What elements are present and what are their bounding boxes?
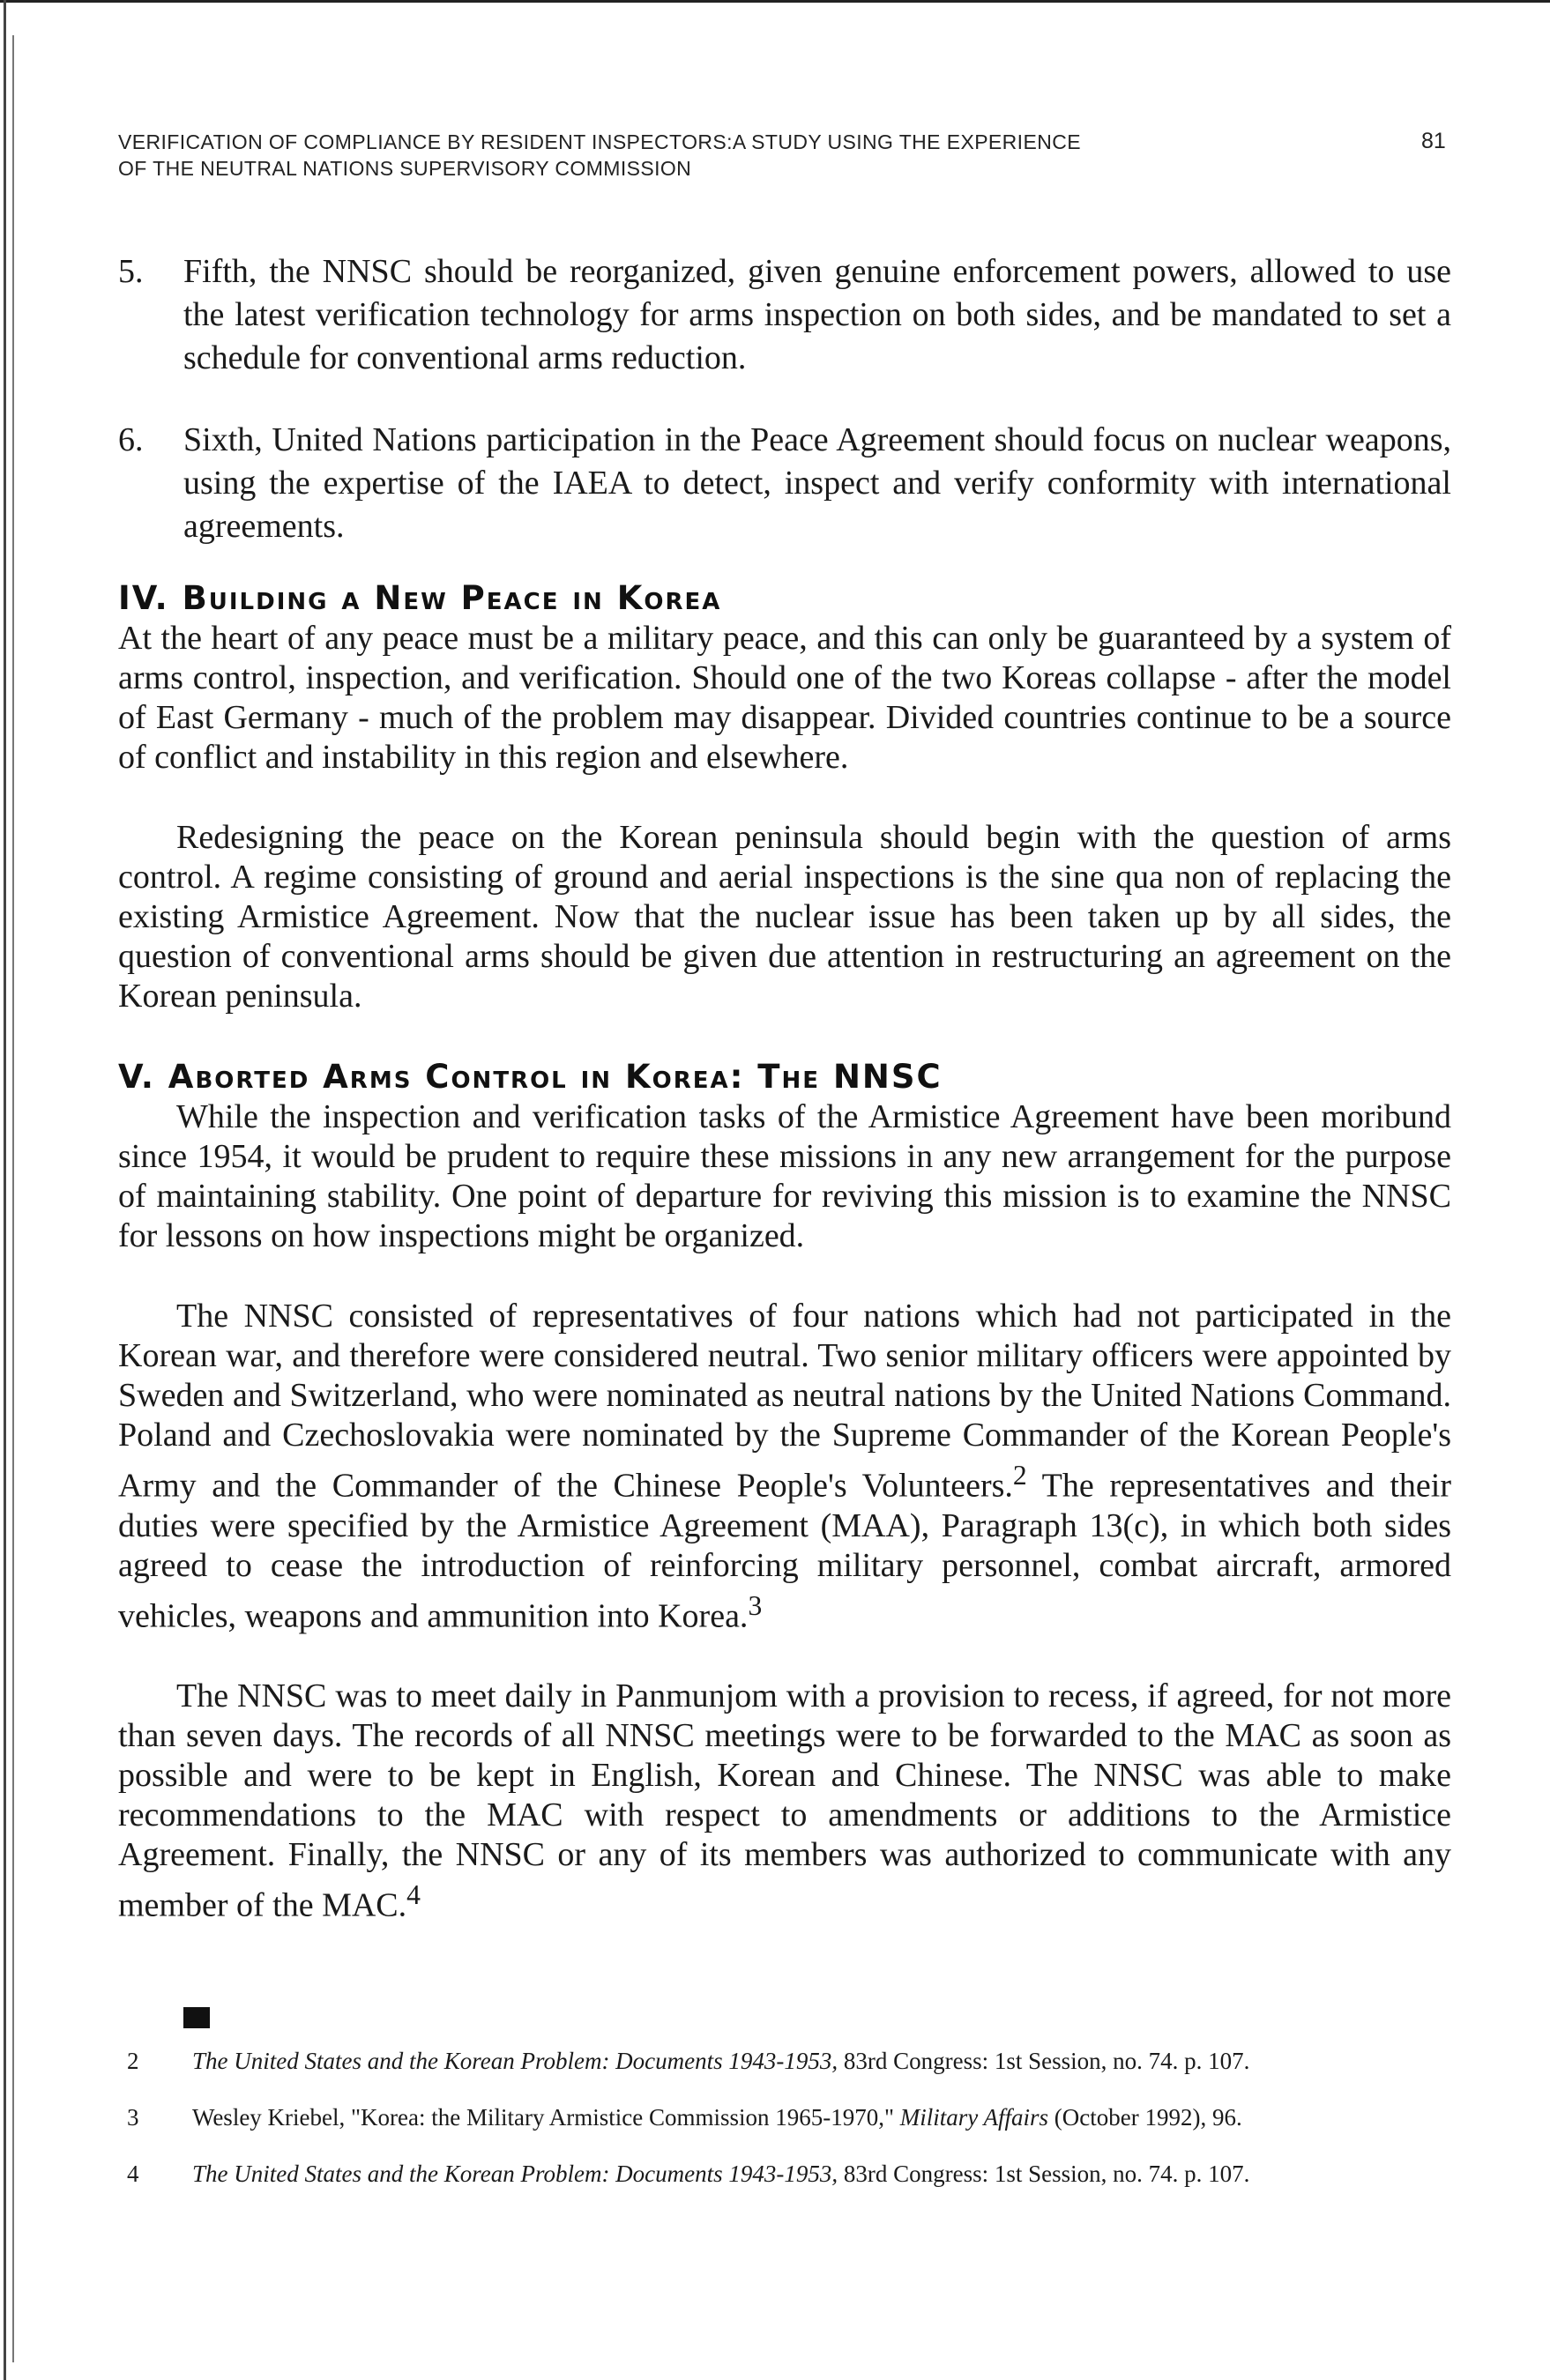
footnote-text (192, 2100, 1451, 2135)
section-heading-v: V. Aborted Arms Control in Korea: The NNSC (118, 1058, 943, 1096)
footnote-rest: (October 1992), 96. (1048, 2104, 1242, 2131)
footnote-rest: 83rd Congress: 1st Session, no. 74. p. 107. (838, 2161, 1250, 2187)
page-number: 81 (1421, 129, 1446, 153)
section-v (118, 1057, 1451, 1926)
footnote-separator (183, 2007, 210, 2028)
paragraph-text: The NNSC consisted of representatives of four nations which had not participated in the Korean war, and therefore were considered neutral. Two senior military officers were appointed by Sweden and Switzerland, who were nominated as neutral nations by the United Nations Command. Poland and Czechoslovakia were nominated by the Supreme Commander of the Korean People's Army and the Commander of the Chinese People's Volunteers. (118, 1298, 1451, 1505)
footnote-title: Military Affairs (899, 2104, 1049, 2131)
section-v-paragraph-2 (118, 1297, 1451, 1636)
footnote-number: 3 (127, 2104, 139, 2131)
footnote-ref-3: 3 (748, 1589, 763, 1621)
section-iv-paragraph-1: At the heart of any peace must be a military peace, and this can only be guaranteed by a system of arms control, inspection, and verification. Should one of the two Koreas collapse - after the model of East Germany - much of the problem may disappear. Divided countries continue to be a source of conflict and instability in this region and elsewhere. (118, 620, 1451, 776)
footnote-ref-4: 4 (406, 1879, 421, 1911)
footnote-text (192, 2156, 1451, 2191)
footnote-text (192, 2043, 1451, 2079)
point-text: Fifth, the NNSC should be reorganized, given genuine enforcement powers, allowed to use the latest verification technology for arms inspection on both sides, and be mandated to set a schedule for conventional arms reduction. (183, 253, 1451, 376)
footnote-ref-2: 2 (1012, 1460, 1027, 1491)
running-head (118, 129, 1159, 182)
footnote-3 (118, 2100, 1451, 2135)
numbered-point-5 (118, 250, 1451, 380)
running-head-line-1: VERIFICATION OF COMPLIANCE BY RESIDENT INSPECTORS:A STUDY USING THE EXPERIENCE (118, 130, 1081, 153)
footnote-4 (118, 2156, 1451, 2191)
footnote-pre: Wesley Kriebel, "Korea: the Military Armistice Commission 1965-1970," (192, 2104, 900, 2131)
footnote-number: 4 (127, 2161, 139, 2187)
section-iv (118, 578, 1451, 1016)
point-number: 6. (118, 421, 144, 458)
section-v-paragraph-1: While the inspection and verification tasks of the Armistice Agreement have been moribund since 1954, it would be prudent to require these missions in any new arrangement for the purpose of maintaining stability. One point of departure for reviving this mission is to examine the NNSC for lessons on how inspections might be organized. (118, 1098, 1451, 1254)
top-border-rule (0, 0, 1550, 3)
footnotes (118, 2043, 1451, 2213)
running-head-line-2: OF THE NEUTRAL NATIONS SUPERVISORY COMMISSION (118, 157, 692, 180)
left-scan-edge (4, 0, 6, 2380)
paragraph-text: The representatives and their duties were specified by the Armistice Agreement (MAA), Paragraph 13(c), in which both sides agreed to cease the introduction of reinforcing military personnel, combat aircraft, armored vehicles, weapons and ammunition into Korea. (118, 1467, 1451, 1635)
page-body (118, 250, 1451, 1926)
numbered-point-6 (118, 419, 1451, 548)
footnote-title: The United States and the Korean Problem: Documents 1943-1953, (192, 2048, 838, 2074)
point-text: Sixth, United Nations participation in the Peace Agreement should focus on nuclear weapons, using the expertise of the IAEA to detect, inspect and verify conformity with international agreements. (183, 421, 1451, 545)
footnote-title: The United States and the Korean Problem: Documents 1943-1953, (192, 2161, 838, 2187)
footnote-number: 2 (127, 2048, 139, 2074)
point-number: 5. (118, 253, 144, 290)
section-iv-paragraph-2: Redesigning the peace on the Korean peninsula should begin with the question of arms control. A regime consisting of ground and aerial inspections is the sine qua non of replacing the existing Armistice Agreement. Now that the nuclear issue has been taken up by all sides, the question of conventional arms should be given due attention in restructuring an agreement on the Korean peninsula. (118, 819, 1451, 1015)
footnote-2 (118, 2043, 1451, 2079)
section-v-paragraph-3 (118, 1677, 1451, 1926)
paragraph-text: The NNSC was to meet daily in Panmunjom with a provision to recess, if agreed, for not more than seven days. The records of all NNSC meetings were to be forwarded to the MAC as soon as possible and were to be kept in English, Korean and Chinese. The NNSC was able to make recommendations to the MAC with respect to amendments or additions to the Armistice Agreement. Finally, the NNSC or any of its members was authorized to communicate with any member of the MAC. (118, 1677, 1451, 1924)
section-heading-iv: IV. Building a New Peace in Korea (118, 579, 722, 617)
left-scan-edge-inner (12, 35, 14, 2362)
footnote-rest: 83rd Congress: 1st Session, no. 74. p. 107. (838, 2048, 1250, 2074)
